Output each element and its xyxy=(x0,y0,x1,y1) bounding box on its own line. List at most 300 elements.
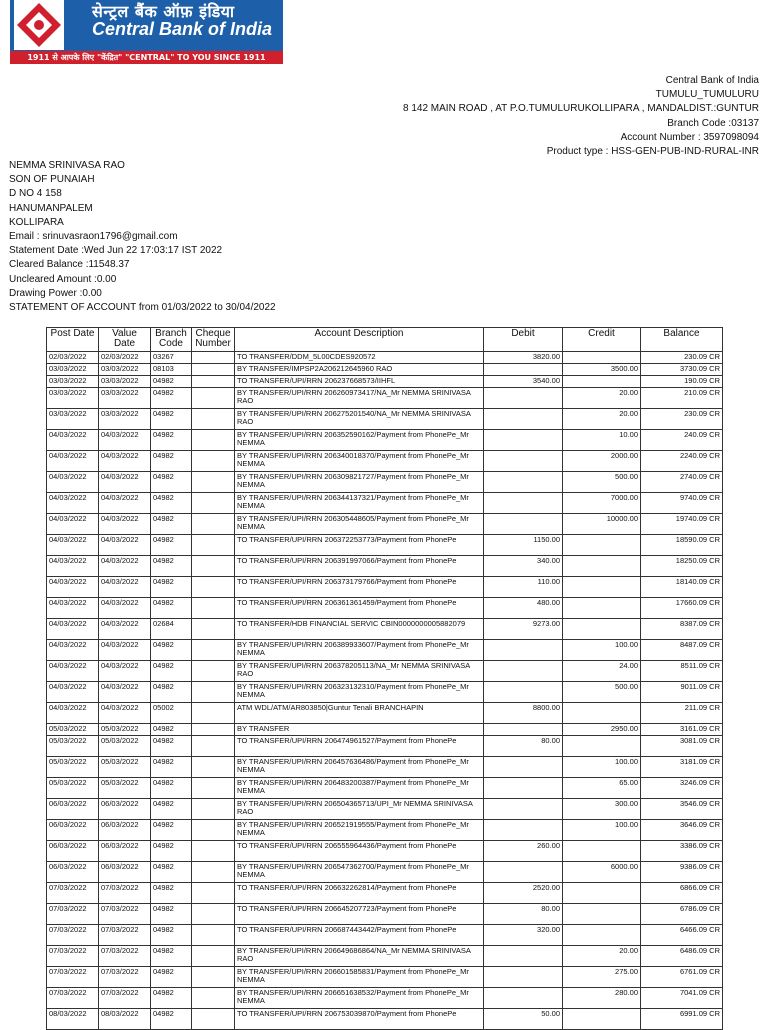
table-row xyxy=(47,640,723,661)
branch-code-cell: 04982 xyxy=(151,598,192,619)
balance-cell: 19740.09 CR xyxy=(641,514,723,535)
credit-cell xyxy=(563,925,641,946)
cheque-number-cell xyxy=(192,577,235,598)
header-credit: Credit xyxy=(563,328,641,352)
credit-cell xyxy=(563,1009,641,1030)
table-row xyxy=(47,472,723,493)
table-row xyxy=(47,946,723,967)
description-cell: TO TRANSFER/UPI/RRN 206373179766/Payment from PhonePe xyxy=(235,577,484,598)
description-cell: BY TRANSFER/UPI/RRN 206649686864/NA_Mr NEMMA SRINIVASA RAO xyxy=(235,946,484,967)
value-date-cell: 05/03/2022 xyxy=(99,736,151,757)
description-cell: TO TRANSFER/UPI/RRN 206237668573/IIHFL xyxy=(235,376,484,388)
debit-cell: 8800.00 xyxy=(484,703,563,724)
debit-cell xyxy=(484,388,563,409)
post-date-cell: 04/03/2022 xyxy=(47,451,99,472)
table-row xyxy=(47,862,723,883)
description-cell: TO TRANSFER/UPI/RRN 206391997066/Payment from PhonePe xyxy=(235,556,484,577)
debit-cell: 9273.00 xyxy=(484,619,563,640)
description-cell: ATM WDL/ATM/AR803850|Guntur Tenali BRANCHAPIN xyxy=(235,703,484,724)
debit-cell: 320.00 xyxy=(484,925,563,946)
drawing-power: Drawing Power :0.00 xyxy=(9,287,102,299)
value-date-cell: 07/03/2022 xyxy=(99,883,151,904)
value-date-cell: 04/03/2022 xyxy=(99,430,151,451)
table-row xyxy=(47,493,723,514)
value-date-cell: 04/03/2022 xyxy=(99,577,151,598)
description-cell: BY TRANSFER/UPI/RRN 206521919555/Payment from PhonePe_Mr NEMMA xyxy=(235,820,484,841)
post-date-cell: 02/03/2022 xyxy=(47,352,99,364)
credit-cell: 280.00 xyxy=(563,988,641,1009)
post-date-cell: 04/03/2022 xyxy=(47,682,99,703)
table-row xyxy=(47,1009,723,1030)
credit-cell: 500.00 xyxy=(563,682,641,703)
value-date-cell: 07/03/2022 xyxy=(99,988,151,1009)
balance-cell: 6761.09 CR xyxy=(641,967,723,988)
debit-cell: 340.00 xyxy=(484,556,563,577)
credit-cell: 20.00 xyxy=(563,946,641,967)
debit-cell xyxy=(484,430,563,451)
header-value-date: Value Date xyxy=(99,328,151,352)
value-date-cell: 04/03/2022 xyxy=(99,682,151,703)
balance-cell: 3181.09 CR xyxy=(641,757,723,778)
balance-cell: 2740.09 CR xyxy=(641,472,723,493)
post-date-cell: 04/03/2022 xyxy=(47,493,99,514)
balance-cell: 210.09 CR xyxy=(641,388,723,409)
post-date-cell: 05/03/2022 xyxy=(47,778,99,799)
debit-cell xyxy=(484,661,563,682)
credit-cell: 10000.00 xyxy=(563,514,641,535)
balance-cell: 211.09 CR xyxy=(641,703,723,724)
description-cell: BY TRANSFER/UPI/RRN 206260973417/NA_Mr NEMMA SRINIVASA RAO xyxy=(235,388,484,409)
branch-code-cell: 04982 xyxy=(151,409,192,430)
cheque-number-cell xyxy=(192,736,235,757)
balance-cell: 230.09 CR xyxy=(641,409,723,430)
post-date-cell: 04/03/2022 xyxy=(47,619,99,640)
debit-cell: 80.00 xyxy=(484,904,563,925)
cheque-number-cell xyxy=(192,841,235,862)
branch-code-cell: 04982 xyxy=(151,820,192,841)
debit-cell xyxy=(484,682,563,703)
cheque-number-cell xyxy=(192,640,235,661)
branch-code-cell: 04982 xyxy=(151,661,192,682)
post-date-cell: 05/03/2022 xyxy=(47,757,99,778)
value-date-cell: 04/03/2022 xyxy=(99,556,151,577)
cheque-number-cell xyxy=(192,862,235,883)
balance-cell: 3081.09 CR xyxy=(641,736,723,757)
branch-code-cell: 04982 xyxy=(151,514,192,535)
table-row xyxy=(47,409,723,430)
post-date-cell: 04/03/2022 xyxy=(47,598,99,619)
cheque-number-cell xyxy=(192,967,235,988)
value-date-cell: 03/03/2022 xyxy=(99,388,151,409)
balance-cell: 3246.09 CR xyxy=(641,778,723,799)
balance-cell: 17660.09 CR xyxy=(641,598,723,619)
branch-code-cell: 04982 xyxy=(151,640,192,661)
debit-cell xyxy=(484,640,563,661)
description-cell: TO TRANSFER/HDB FINANCIAL SERVIC CBIN0000000005882079 xyxy=(235,619,484,640)
branch-code-cell: 04982 xyxy=(151,535,192,556)
debit-cell: 50.00 xyxy=(484,1009,563,1030)
bank-name: Central Bank of India xyxy=(92,19,273,39)
post-date-cell: 03/03/2022 xyxy=(47,376,99,388)
post-date-cell: 07/03/2022 xyxy=(47,967,99,988)
post-date-cell: 06/03/2022 xyxy=(47,862,99,883)
branch-code-cell: 04982 xyxy=(151,988,192,1009)
cheque-number-cell xyxy=(192,364,235,376)
cheque-number-cell xyxy=(192,409,235,430)
customer-name: NEMMA SRINIVASA RAO xyxy=(9,160,125,171)
table-row xyxy=(47,352,723,364)
bank-info-name: Central Bank of India xyxy=(665,75,759,86)
customer-village: HANUMANPALEM xyxy=(9,202,93,214)
post-date-cell: 04/03/2022 xyxy=(47,640,99,661)
table-row xyxy=(47,820,723,841)
debit-cell: 110.00 xyxy=(484,577,563,598)
cheque-number-cell xyxy=(192,703,235,724)
credit-cell xyxy=(563,535,641,556)
post-date-cell: 06/03/2022 xyxy=(47,841,99,862)
cheque-number-cell xyxy=(192,988,235,1009)
balance-cell: 18140.09 CR xyxy=(641,577,723,598)
post-date-cell: 07/03/2022 xyxy=(47,883,99,904)
description-cell: BY TRANSFER/UPI/RRN 206601585831/Payment from PhonePe_Mr NEMMA xyxy=(235,967,484,988)
debit-cell xyxy=(484,514,563,535)
post-date-cell: 04/03/2022 xyxy=(47,472,99,493)
description-cell: BY TRANSFER/UPI/RRN 206344137321/Payment from PhonePe_Mr NEMMA xyxy=(235,493,484,514)
description-cell: BY TRANSFER/UPI/RRN 206389933607/Payment from PhonePe_Mr NEMMA xyxy=(235,640,484,661)
debit-cell xyxy=(484,493,563,514)
product-type: Product type : HSS-GEN-PUB-IND-RURAL-INR xyxy=(546,146,759,158)
table-row xyxy=(47,778,723,799)
balance-cell: 8511.09 CR xyxy=(641,661,723,682)
transactions-table xyxy=(46,327,723,1030)
cheque-number-cell xyxy=(192,388,235,409)
customer-email: Email : srinuvasraon1796@gmail.com xyxy=(9,231,178,243)
branch-code-cell: 04982 xyxy=(151,388,192,409)
branch-code-cell: 08103 xyxy=(151,364,192,376)
branch-address: 8 142 MAIN ROAD , AT P.O.TUMULURUKOLLIPARA , MANDALDIST.:GUNTUR xyxy=(402,103,759,115)
credit-cell: 100.00 xyxy=(563,640,641,661)
value-date-cell: 07/03/2022 xyxy=(99,925,151,946)
cheque-number-cell xyxy=(192,493,235,514)
branch-code-cell: 04982 xyxy=(151,883,192,904)
table-row xyxy=(47,376,723,388)
debit-cell xyxy=(484,967,563,988)
table-row xyxy=(47,451,723,472)
credit-cell: 100.00 xyxy=(563,820,641,841)
description-cell: BY TRANSFER/UPI/RRN 206504365713/UPI_Mr NEMMA SRINIVASA RAO xyxy=(235,799,484,820)
credit-cell xyxy=(563,577,641,598)
cheque-number-cell xyxy=(192,883,235,904)
branch-code-cell: 04982 xyxy=(151,904,192,925)
description-cell: BY TRANSFER xyxy=(235,724,484,736)
description-cell: TO TRANSFER/UPI/RRN 206361361459/Payment from PhonePe xyxy=(235,598,484,619)
cheque-number-cell xyxy=(192,661,235,682)
balance-cell: 6991.09 CR xyxy=(641,1009,723,1030)
value-date-cell: 04/03/2022 xyxy=(99,451,151,472)
debit-cell xyxy=(484,364,563,376)
description-cell: BY TRANSFER/UPI/RRN 206547362700/Payment from PhonePe_Mr NEMMA xyxy=(235,862,484,883)
cheque-number-cell xyxy=(192,376,235,388)
table-row xyxy=(47,988,723,1009)
credit-cell xyxy=(563,619,641,640)
table-row xyxy=(47,535,723,556)
post-date-cell: 04/03/2022 xyxy=(47,661,99,682)
credit-cell: 100.00 xyxy=(563,757,641,778)
post-date-cell: 04/03/2022 xyxy=(47,535,99,556)
balance-cell: 3730.09 CR xyxy=(641,364,723,376)
value-date-cell: 04/03/2022 xyxy=(99,619,151,640)
value-date-cell: 03/03/2022 xyxy=(99,364,151,376)
debit-cell: 3540.00 xyxy=(484,376,563,388)
customer-relation: SON OF PUNAIAH xyxy=(9,174,95,186)
cheque-number-cell xyxy=(192,820,235,841)
balance-cell: 6486.09 CR xyxy=(641,946,723,967)
debit-cell xyxy=(484,799,563,820)
balance-cell: 6866.09 CR xyxy=(641,883,723,904)
credit-cell: 2950.00 xyxy=(563,724,641,736)
credit-cell: 6000.00 xyxy=(563,862,641,883)
bank-name-hindi: सेन्ट्रल बैंक ऑफ़ इंडिया xyxy=(92,2,235,21)
value-date-cell: 04/03/2022 xyxy=(99,535,151,556)
cheque-number-cell xyxy=(192,925,235,946)
balance-cell: 3646.09 CR xyxy=(641,820,723,841)
cheque-number-cell xyxy=(192,352,235,364)
cleared-balance: Cleared Balance :11548.37 xyxy=(9,259,130,271)
value-date-cell: 04/03/2022 xyxy=(99,514,151,535)
value-date-cell: 04/03/2022 xyxy=(99,598,151,619)
branch-code: Branch Code :03137 xyxy=(667,117,759,129)
post-date-cell: 06/03/2022 xyxy=(47,799,99,820)
credit-cell: 300.00 xyxy=(563,799,641,820)
description-cell: BY TRANSFER/UPI/RRN 206457636486/Payment from PhonePe_Mr NEMMA xyxy=(235,757,484,778)
branch-code-cell: 04982 xyxy=(151,778,192,799)
table-row xyxy=(47,682,723,703)
description-cell: TO TRANSFER/UPI/RRN 206555964436/Payment from PhonePe xyxy=(235,841,484,862)
header-branch-code: Branch Code xyxy=(151,328,192,352)
branch-code-cell: 04982 xyxy=(151,967,192,988)
value-date-cell: 08/03/2022 xyxy=(99,1009,151,1030)
debit-cell: 3820.00 xyxy=(484,352,563,364)
branch-code-cell: 03267 xyxy=(151,352,192,364)
balance-cell: 2240.09 CR xyxy=(641,451,723,472)
description-cell: BY TRANSFER/UPI/RRN 206275201540/NA_Mr NEMMA SRINIVASA RAO xyxy=(235,409,484,430)
debit-cell: 260.00 xyxy=(484,841,563,862)
cheque-number-cell xyxy=(192,514,235,535)
statement-date: Statement Date :Wed Jun 22 17:03:17 IST 2022 xyxy=(9,245,223,257)
branch-code-cell: 04982 xyxy=(151,682,192,703)
header-cheque-number: Cheque Number xyxy=(192,328,235,352)
branch-code-cell: 04982 xyxy=(151,757,192,778)
post-date-cell: 07/03/2022 xyxy=(47,946,99,967)
balance-cell: 230.09 CR xyxy=(641,352,723,364)
post-date-cell: 05/03/2022 xyxy=(47,736,99,757)
value-date-cell: 04/03/2022 xyxy=(99,493,151,514)
balance-cell: 9011.09 CR xyxy=(641,682,723,703)
post-date-cell: 05/03/2022 xyxy=(47,724,99,736)
table-row xyxy=(47,841,723,862)
header-account-description: Account Description xyxy=(235,328,484,352)
branch-code-cell: 04982 xyxy=(151,556,192,577)
debit-cell xyxy=(484,862,563,883)
debit-cell xyxy=(484,724,563,736)
balance-cell: 7041.09 CR xyxy=(641,988,723,1009)
description-cell: TO TRANSFER/DDM_5L00CDES920572 xyxy=(235,352,484,364)
post-date-cell: 06/03/2022 xyxy=(47,820,99,841)
post-date-cell: 04/03/2022 xyxy=(47,577,99,598)
bank-tagline: 1911 से आपके लिए "केंद्रित" "CENTRAL" TO YOU SINCE 1911 xyxy=(10,51,283,64)
value-date-cell: 04/03/2022 xyxy=(99,472,151,493)
post-date-cell: 03/03/2022 xyxy=(47,364,99,376)
description-cell: TO TRANSFER/UPI/RRN 206753039870/Payment from PhonePe xyxy=(235,1009,484,1030)
post-date-cell: 04/03/2022 xyxy=(47,556,99,577)
bank-branch-info xyxy=(403,74,759,159)
value-date-cell: 04/03/2022 xyxy=(99,661,151,682)
balance-cell: 240.09 CR xyxy=(641,430,723,451)
cheque-number-cell xyxy=(192,598,235,619)
debit-cell xyxy=(484,820,563,841)
branch-code-cell: 04982 xyxy=(151,577,192,598)
description-cell: BY TRANSFER/UPI/RRN 206352590162/Payment from PhonePe_Mr NEMMA xyxy=(235,430,484,451)
credit-cell xyxy=(563,841,641,862)
table-row xyxy=(47,883,723,904)
credit-cell xyxy=(563,556,641,577)
customer-info xyxy=(9,159,276,315)
table-row xyxy=(47,724,723,736)
description-cell: BY TRANSFER/UPI/RRN 206651638532/Payment from PhonePe_Mr NEMMA xyxy=(235,988,484,1009)
cheque-number-cell xyxy=(192,1009,235,1030)
cheque-number-cell xyxy=(192,535,235,556)
credit-cell: 20.00 xyxy=(563,409,641,430)
post-date-cell: 07/03/2022 xyxy=(47,988,99,1009)
credit-cell: 10.00 xyxy=(563,430,641,451)
branch-code-cell: 04982 xyxy=(151,862,192,883)
debit-cell xyxy=(484,409,563,430)
credit-cell: 7000.00 xyxy=(563,493,641,514)
description-cell: TO TRANSFER/UPI/RRN 206632262814/Payment from PhonePe xyxy=(235,883,484,904)
cheque-number-cell xyxy=(192,724,235,736)
value-date-cell: 04/03/2022 xyxy=(99,640,151,661)
account-number: Account Number : 3597098094 xyxy=(620,131,759,143)
debit-cell xyxy=(484,946,563,967)
value-date-cell: 05/03/2022 xyxy=(99,778,151,799)
cheque-number-cell xyxy=(192,451,235,472)
cheque-number-cell xyxy=(192,946,235,967)
value-date-cell: 07/03/2022 xyxy=(99,904,151,925)
credit-cell: 500.00 xyxy=(563,472,641,493)
branch-code-cell: 04982 xyxy=(151,946,192,967)
branch-code-cell: 04982 xyxy=(151,925,192,946)
bank-emblem-icon xyxy=(14,0,64,50)
cheque-number-cell xyxy=(192,757,235,778)
post-date-cell: 03/03/2022 xyxy=(47,388,99,409)
table-row xyxy=(47,736,723,757)
credit-cell xyxy=(563,904,641,925)
table-row xyxy=(47,757,723,778)
branch-code-cell: 04982 xyxy=(151,430,192,451)
value-date-cell: 03/03/2022 xyxy=(99,409,151,430)
cheque-number-cell xyxy=(192,619,235,640)
cheque-number-cell xyxy=(192,430,235,451)
branch-code-cell: 04982 xyxy=(151,493,192,514)
table-row xyxy=(47,577,723,598)
value-date-cell: 07/03/2022 xyxy=(99,967,151,988)
credit-cell xyxy=(563,598,641,619)
branch-code-cell: 04982 xyxy=(151,724,192,736)
description-cell: BY TRANSFER/IMPSP2A206212645960 RAO xyxy=(235,364,484,376)
balance-cell: 190.09 CR xyxy=(641,376,723,388)
transactions-body xyxy=(47,352,723,1030)
balance-cell: 9386.09 CR xyxy=(641,862,723,883)
table-row xyxy=(47,598,723,619)
bank-logo xyxy=(10,0,283,64)
header-post-date: Post Date xyxy=(47,328,99,352)
description-cell: BY TRANSFER/UPI/RRN 206305448605/Payment from PhonePe_Mr NEMMA xyxy=(235,514,484,535)
description-cell: BY TRANSFER/UPI/RRN 206483200387/Payment from PhonePe_Mr NEMMA xyxy=(235,778,484,799)
debit-cell xyxy=(484,451,563,472)
credit-cell: 275.00 xyxy=(563,967,641,988)
cheque-number-cell xyxy=(192,472,235,493)
balance-cell: 8387.09 CR xyxy=(641,619,723,640)
credit-cell xyxy=(563,376,641,388)
debit-cell xyxy=(484,988,563,1009)
table-row xyxy=(47,661,723,682)
customer-door: D NO 4 158 xyxy=(9,188,62,200)
branch-code-cell: 04982 xyxy=(151,376,192,388)
branch-code-cell: 04982 xyxy=(151,451,192,472)
cheque-number-cell xyxy=(192,904,235,925)
statement-period: STATEMENT OF ACCOUNT from 01/03/2022 to 30/04/2022 xyxy=(9,302,276,314)
credit-cell: 65.00 xyxy=(563,778,641,799)
table-row xyxy=(47,388,723,409)
cheque-number-cell xyxy=(192,556,235,577)
branch-code-cell: 02684 xyxy=(151,619,192,640)
post-date-cell: 03/03/2022 xyxy=(47,409,99,430)
description-cell: TO TRANSFER/UPI/RRN 206372253773/Payment from PhonePe xyxy=(235,535,484,556)
credit-cell: 20.00 xyxy=(563,388,641,409)
value-date-cell: 03/03/2022 xyxy=(99,376,151,388)
branch-name: TUMULU_TUMULURU xyxy=(655,89,759,101)
debit-cell xyxy=(484,778,563,799)
description-cell: TO TRANSFER/UPI/RRN 206687443442/Payment from PhonePe xyxy=(235,925,484,946)
branch-code-cell: 05002 xyxy=(151,703,192,724)
table-row xyxy=(47,703,723,724)
post-date-cell: 07/03/2022 xyxy=(47,925,99,946)
credit-cell: 24.00 xyxy=(563,661,641,682)
value-date-cell: 05/03/2022 xyxy=(99,724,151,736)
description-cell: TO TRANSFER/UPI/RRN 206645207723/Payment from PhonePe xyxy=(235,904,484,925)
branch-code-cell: 04982 xyxy=(151,736,192,757)
cheque-number-cell xyxy=(192,778,235,799)
cheque-number-cell xyxy=(192,682,235,703)
table-row xyxy=(47,619,723,640)
table-row xyxy=(47,967,723,988)
branch-code-cell: 04982 xyxy=(151,1009,192,1030)
post-date-cell: 07/03/2022 xyxy=(47,904,99,925)
value-date-cell: 02/03/2022 xyxy=(99,352,151,364)
value-date-cell: 06/03/2022 xyxy=(99,820,151,841)
uncleared-amount: Uncleared Amount :0.00 xyxy=(9,273,117,285)
branch-code-cell: 04982 xyxy=(151,841,192,862)
post-date-cell: 08/03/2022 xyxy=(47,1009,99,1030)
debit-cell: 2520.00 xyxy=(484,883,563,904)
credit-cell xyxy=(563,883,641,904)
value-date-cell: 06/03/2022 xyxy=(99,799,151,820)
branch-code-cell: 04982 xyxy=(151,799,192,820)
value-date-cell: 06/03/2022 xyxy=(99,862,151,883)
credit-cell xyxy=(563,736,641,757)
debit-cell xyxy=(484,757,563,778)
header-debit: Debit xyxy=(484,328,563,352)
